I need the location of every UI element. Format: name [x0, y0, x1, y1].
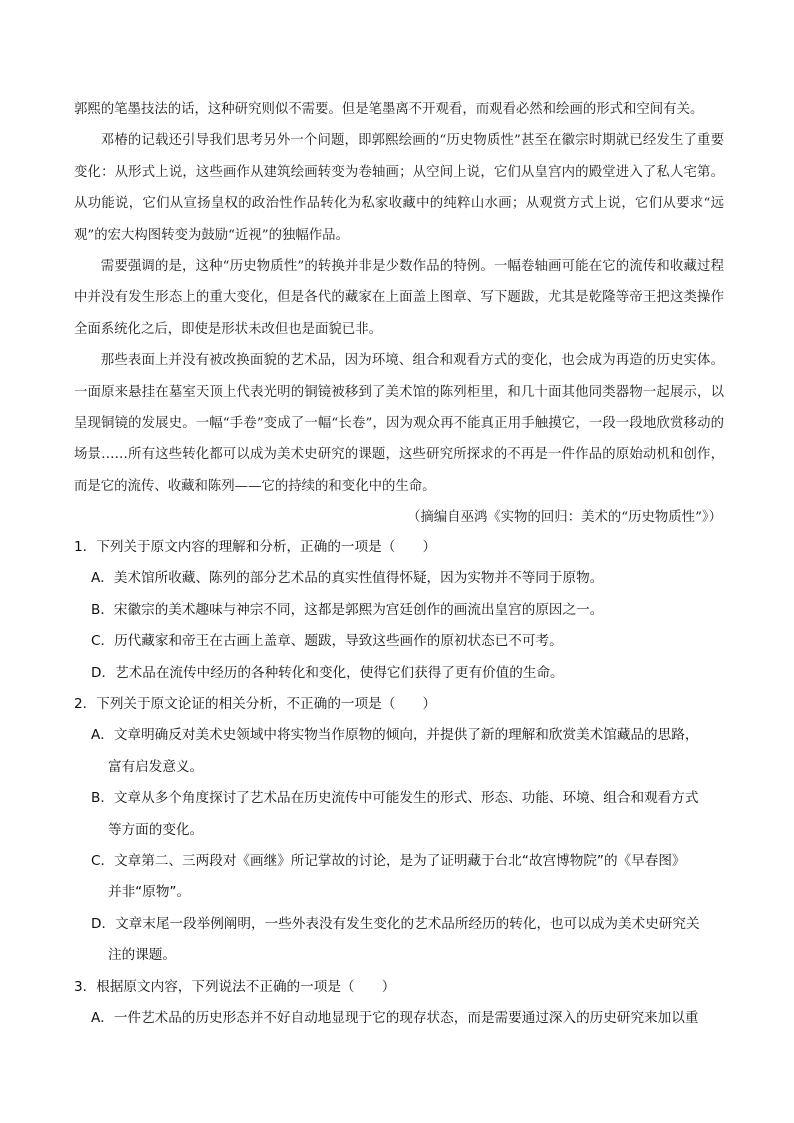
passage-paragraph: 那些表面上并没有被改换面貌的艺术品，因为环境、组合和观看方式的变化，也会成为再造的历史实体。一面原来悬挂在墓室天顶上代表光明的铜镜被移到了美术馆的陈列柜里，和几十面其他同类器物一起展示，以呈现铜镜的发展史。一幅“手卷”变成了一幅“长卷”，因为观众再不能真正用手触摸它，一段一段地欣赏移动的场景……所有这些转化都可以成为美术史研究的课题，这些研究所探求的不再是一件作品的原始动机和创作，而是它的流传、收藏和陈列——它的持续的和变化中的生命。 — [74, 353, 724, 494]
option-text: 历代藏家和帝王在古画上盖章、题跋，导致这些画作的原初状态已不可考。 — [114, 633, 563, 650]
passage-paragraph: 郭熙的笔墨技法的话，这种研究则似不需要。但是笔墨离不开观看，而观看必然和绘画的形式和空间有关。 — [74, 102, 704, 117]
option-letter: D． — [91, 915, 116, 932]
question-stem: 3．根据原文内容，下列说法不正确的一项是（ ） — [74, 978, 396, 995]
option-text: 宋徽宗的美术趣味与神宗不同，这都是郭熙为宫廷创作的画流出皇宫的原因之一。 — [113, 601, 604, 618]
question-1 — [74, 532, 724, 689]
option-d[interactable] — [74, 658, 724, 689]
option-text: 艺术品在流传中经历的各种转化和变化，使得它们获得了更有价值的生命。 — [115, 664, 564, 681]
option-letter: C． — [91, 853, 115, 870]
option-text: 一件艺术品的历史形态并不好自动地显现于它的现存状态，而是需要通过深入的历史研究来加以重 — [113, 1010, 699, 1027]
option-letter: A． — [91, 570, 114, 587]
option-text-continued: 并非“原物”。 — [108, 884, 191, 901]
question-stem: 1．下列关于原文内容的理解和分析，正确的一项是（ ） — [74, 539, 437, 555]
option-text-continued: 注的课题。 — [108, 947, 176, 964]
question-3 — [74, 972, 724, 1035]
option-c[interactable] — [74, 846, 724, 909]
passage-source: （摘编自巫鸿《实物的回归：美术的“历史物质性”》） — [407, 510, 722, 526]
passage-paragraph: 需要强调的是，这种“历史物质性”的转换并非是少数作品的特例。一幅卷轴画可能在它的流传和收藏过程中并没有发生形态上的重大变化，但是各代的藏家在上面盖上图章、写下题跋，尤其是乾隆等帝王把这类操作全面系统化之后，即使是形状未改但也是面貌已非。 — [74, 259, 724, 337]
option-c[interactable] — [74, 626, 724, 657]
option-text-continued: 富有启发意义。 — [108, 758, 204, 775]
reading-passage — [74, 94, 724, 534]
questions-section — [74, 532, 724, 1035]
option-a[interactable] — [74, 720, 724, 783]
option-b[interactable] — [74, 595, 724, 626]
option-d[interactable] — [74, 909, 724, 972]
passage-paragraph: 邓椿的记载还引导我们思考另外一个问题，即郭熙绘画的“历史物质性”甚至在徽宗时期就已经发生了重要变化：从形式上说，这些画作从建筑绘画转变为卷轴画；从空间上说，它们从皇宫内的殿堂进入了私人宅第。从功能说，它们从宣扬皇权的政治性作品转化为私家收藏中的纯粹山水画；从观赏方式上说，它们从要求“远观”的宏大构图转变为鼓励“近视”的独幅作品。 — [74, 133, 724, 243]
option-letter: C． — [91, 633, 115, 650]
option-letter: B． — [91, 790, 114, 807]
option-text-continued: 等方面的变化。 — [108, 821, 204, 838]
option-letter: B． — [91, 601, 114, 618]
option-letter: D． — [91, 664, 116, 681]
question-stem: 2．下列关于原文论证的相关分析，不正确的一项是（ ） — [74, 696, 437, 713]
question-2 — [74, 689, 724, 972]
option-a[interactable] — [74, 563, 724, 594]
option-text: 文章末尾一段举例阐明，一些外表没有发生变化的艺术品所经历的转化，也可以成为美术史研究关 — [115, 915, 700, 932]
option-text: 文章第二、三两段对《画继》所记掌故的讨论，是为了证明藏于台北“故宫博物院”的《早春图》 — [114, 853, 686, 870]
option-text: 文章从多个角度探讨了艺术品在历史流传中可能发生的形式、形态、功能、环境、组合和观看方式 — [113, 790, 699, 807]
option-letter: A． — [91, 1010, 114, 1027]
option-a[interactable] — [74, 1003, 724, 1034]
option-letter: A． — [91, 727, 114, 744]
option-b[interactable] — [74, 783, 724, 846]
option-text: 文章明确反对美术史领域中将实物当作原物的倾向，并提供了新的理解和欣赏美术馆藏品的思路， — [113, 727, 699, 744]
option-text: 美术馆所收藏、陈列的部分艺术品的真实性值得怀疑，因为实物并不等同于原物。 — [113, 570, 604, 587]
